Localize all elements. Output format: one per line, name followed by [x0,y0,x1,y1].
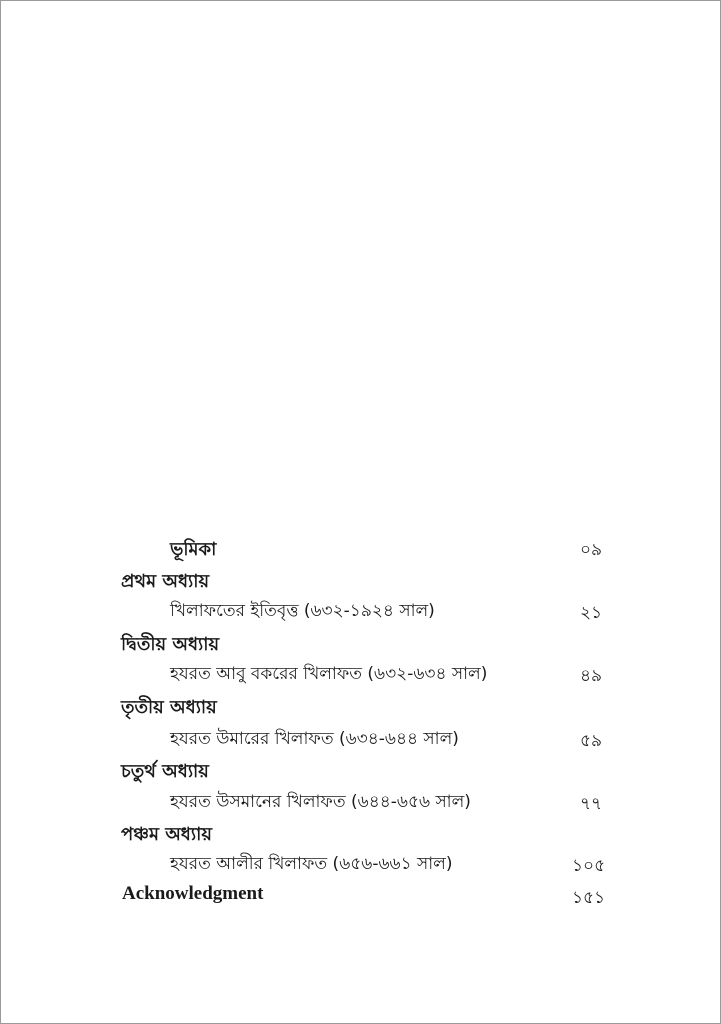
chapter-4-heading: চতুর্থ অধ্যায় [121,761,209,782]
toc-entry-chapter-4: হযরত উসমানের খিলাফত (৬৪৪-৬৫৬ সাল) [170,792,471,812]
toc-page-chapter-3: ৫৯ [580,731,603,751]
toc-entry-chapter-5: হযরত আলীর খিলাফত (৬৫৬-৬৬১ সাল) [170,854,453,874]
toc-page-chapter-5: ১০৫ [572,856,606,876]
toc-entry-acknowledgment: Acknowledgment [122,883,264,904]
chapter-2-heading: দ্বিতীয় অধ্যায় [121,634,220,655]
toc-entry-chapter-1: খিলাফতের ইতিবৃত্ত (৬৩২-১৯২৪ সাল) [170,601,435,621]
toc-page-acknowledgment: ১৫১ [572,888,606,908]
chapter-5-heading: পঞ্চম অধ্যায় [121,824,212,845]
chapter-3-heading: তৃতীয় অধ্যায় [121,697,217,718]
toc-page-chapter-4: ৭৭ [580,794,603,814]
toc-page-chapter-2: ৪৯ [580,666,603,686]
toc-entry-chapter-3: হযরত উমারের খিলাফত (৬৩৪-৬৪৪ সাল) [170,729,459,749]
toc-page-chapter-1: ২১ [580,603,603,623]
toc-page-bhumika: ০৯ [580,540,603,560]
toc-entry-bhumika: ভূমিকা [170,539,217,560]
chapter-1-heading: প্রথম অধ্যায় [121,571,210,592]
toc-entry-chapter-2: হযরত আবু বকরের খিলাফত (৬৩২-৬৩৪ সাল) [170,664,488,684]
